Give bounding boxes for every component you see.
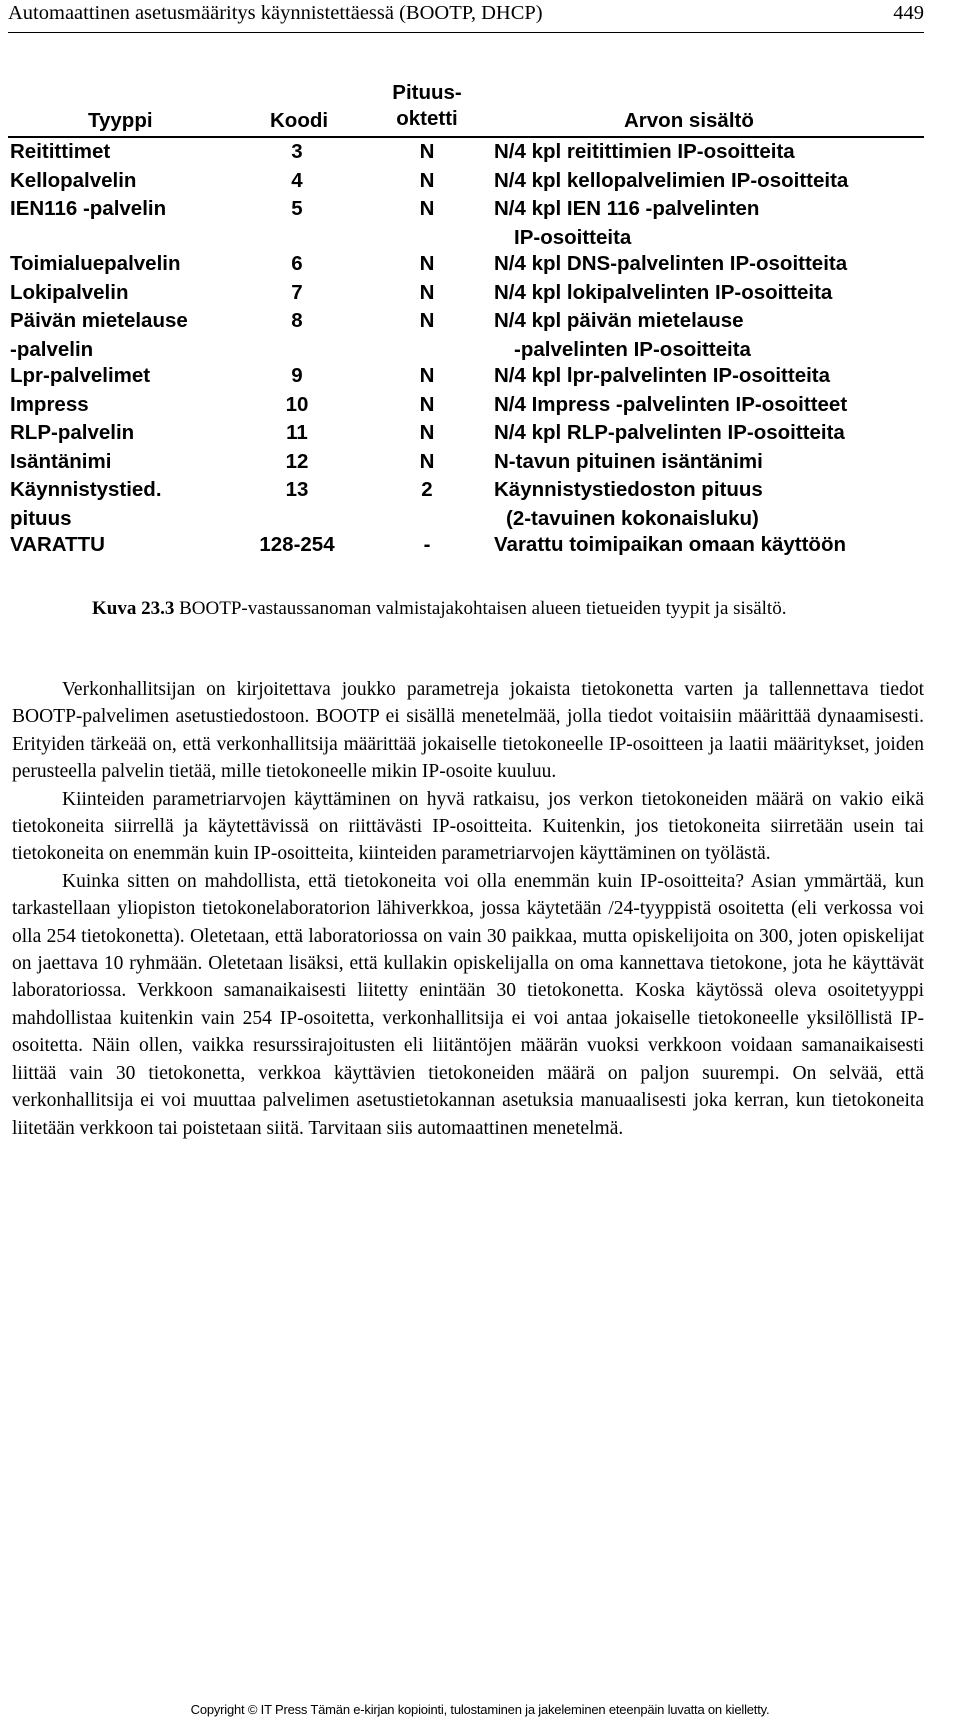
- cell-length-line: -: [423, 533, 431, 556]
- cell-code-line: 128-254: [259, 533, 335, 556]
- cell-length: [382, 250, 472, 279]
- cell-length: [382, 419, 472, 448]
- cell-length-line: N: [419, 309, 435, 332]
- cell-type: [10, 279, 250, 308]
- cell-length-line: N: [419, 280, 435, 304]
- cell-length-line: N: [419, 197, 435, 220]
- cell-type: [10, 476, 250, 533]
- option-table: [8, 76, 924, 560]
- cell-content: [494, 419, 924, 448]
- cell-code: [246, 279, 348, 308]
- table-row: [8, 307, 924, 362]
- cell-type-line: Päivän mietelause: [10, 309, 188, 332]
- cell-content-line: Käynnistystiedoston pituus: [494, 478, 763, 501]
- cell-length-line: N: [419, 364, 435, 387]
- cell-type-line: RLP-palvelin: [10, 421, 135, 444]
- cell-length-line: N: [419, 392, 435, 416]
- column-header-length-line1: Pituus-: [392, 81, 462, 104]
- cell-length: [382, 362, 472, 391]
- header-rule: [8, 32, 924, 33]
- column-header-content: Arvon sisältö: [624, 109, 754, 132]
- cell-code: [246, 307, 348, 336]
- cell-length-line: N: [419, 252, 435, 275]
- cell-length: [382, 391, 472, 420]
- cell-type-line: -palvelin: [10, 337, 94, 361]
- cell-type: [10, 391, 250, 420]
- cell-code: [246, 531, 348, 560]
- cell-length: [382, 448, 472, 477]
- table-row: [8, 167, 924, 196]
- cell-length-line: N: [419, 168, 435, 192]
- column-header-length: [382, 80, 472, 132]
- cell-content-line: N/4 kpl IEN 116 -palvelinten: [494, 197, 760, 220]
- cell-type: [10, 531, 250, 560]
- cell-content: [494, 250, 924, 279]
- cell-code-line: 13: [285, 478, 309, 501]
- cell-content: [494, 195, 924, 252]
- cell-length: [382, 476, 472, 505]
- cell-code-line: 11: [286, 421, 308, 444]
- cell-code: [246, 476, 348, 505]
- cell-content: [494, 448, 924, 477]
- cell-code: [246, 362, 348, 391]
- figure-caption: [92, 596, 852, 622]
- column-header-code: Koodi: [270, 109, 329, 132]
- table-row: [8, 391, 924, 420]
- paragraph: Kiinteiden parametriarvojen käyttäminen on hyvä ratkaisu, jos verkon tietokoneiden määrä on vakio eikä tietokoneita siirrellä ja käytettävissä on riittävästi IP-osoitteita. Kuitenkin, jos tietokoneita siirretään usein tai tietokoneita on enemmän kuin IP-osoitteita, kiinteiden parametriarvojen käyttäminen on työlästä.: [12, 788, 924, 865]
- cell-length: [382, 531, 472, 560]
- cell-content: [494, 138, 924, 167]
- page-number: 449: [893, 2, 924, 24]
- cell-content: [494, 167, 924, 196]
- cell-type-line: Reitittimet: [10, 140, 111, 163]
- cell-content: [494, 391, 924, 420]
- cell-type-line: IEN116 -palvelin: [10, 197, 167, 220]
- copyright-footer: Copyright © IT Press Tämän e-kirjan kopiointi, tulostaminen ja jakeleminen eteenpäin luvatta on kielletty.: [190, 1702, 770, 1717]
- cell-content: [494, 476, 924, 533]
- cell-length: [382, 307, 472, 336]
- cell-code-line: 3: [291, 140, 303, 163]
- cell-code: [246, 448, 348, 477]
- paragraph: Verkonhallitsijan on kirjoitettava joukko parametreja jokaista tietokonetta varten ja tallennettava tiedot BOOTP-palvelimen asetustiedostoon. BOOTP ei sisällä menetelmää, jolla tiedot voitaisiin määrittää dynaamisesti. Erityiden tärkeää on, että verkonhallitsija määrittää jokaiselle tietokoneelle IP-osoitteen ja laatii määritykset, joiden perusteella palvelin tietää, mille tietokoneelle mikin IP-osoite kuuluu.: [12, 679, 924, 783]
- cell-length: [382, 167, 472, 196]
- cell-type-line: Kellopalvelin: [10, 168, 137, 192]
- cell-content-line: (2-tavuinen kokonaisluku): [506, 506, 759, 530]
- cell-type: [10, 195, 250, 224]
- table-header: [8, 76, 924, 138]
- cell-content-line: -palvelinten IP-osoitteita: [514, 337, 751, 361]
- cell-content-line: N/4 kpl päivän mietelause: [494, 309, 744, 332]
- paragraph: Kuinka sitten on mahdollista, että tietokoneita voi olla enemmän kuin IP-osoitteita? Asian ymmärtää, kun tarkastellaan yliopiston tietokonelaboratorion lähiverkkoa, jossa käytetään /24-tyyppistä osoitetta (eli verkossa voi olla 254 tietokonetta). Oletetaan, että laboratoriossa on vain 30 paikkaa, mutta opiskelijoita on 300, joten opiskelijat on jaettava 10 ryhmään. Oletetaan lisäksi, että kullakin opiskelijalla on oma kannettava tietokone, jota he käyttävät laboratoriossa. Verkkoon samanaikaisesti liitetty enintään 30 tietokonetta. Koska käytössä oleva osoitetyyppi mahdollistaa kuitenkin vain 254 IP-osoitetta, verkonhallitsija ei voi antaa jokaiselle tietokoneelle yksilöllistä IP-osoitetta. Näin ollen, vaikka resurssirajoitusten eli liitäntöjen määrän vuoksi verkkoon voidaan samanaikaisesti liittää vain 30 tietokonetta, verkkoa käyttävien tietokoneiden määrä on paljon suurempi. On selvää, että verkonhallitsija ei voi muuttaa palvelimen asetustietokannan asetuksia manuaalisesti joka kerran, kun tietokoneita liitetään verkkoon tai poistetaan siitä. Tarvitaan siis automaattinen menetelmä.: [12, 870, 924, 1139]
- cell-code: [246, 138, 348, 167]
- cell-content: [494, 362, 924, 391]
- cell-code: [246, 250, 348, 279]
- running-title: Automaattinen asetusmääritys käynnistettäessä (BOOTP, DHCP): [8, 2, 543, 24]
- cell-content: [494, 531, 924, 560]
- cell-length-line: 2: [421, 478, 433, 501]
- caption-text: BOOTP-vastaussanoman valmistajakohtaisen alueen tietueiden tyypit ja sisältö.: [174, 598, 787, 619]
- table-row: [8, 476, 924, 531]
- cell-content-line: N/4 kpl lokipalvelinten IP-osoitteita: [494, 280, 833, 304]
- cell-content-line: IP-osoitteita: [514, 225, 632, 249]
- cell-length: [382, 195, 472, 224]
- cell-type-line: Toimialuepalvelin: [10, 252, 181, 275]
- column-header-type: Tyyppi: [88, 109, 153, 132]
- cell-content-line: N/4 kpl RLP-palvelinten IP-osoitteita: [494, 421, 845, 444]
- cell-code-line: 7: [291, 280, 303, 304]
- cell-type: [10, 167, 250, 196]
- cell-content-line: Varattu toimipaikan omaan käyttöön: [494, 533, 846, 556]
- cell-content-line: N/4 kpl kellopalvelimien IP-osoitteita: [494, 168, 849, 192]
- cell-code-line: 10: [285, 392, 309, 416]
- cell-type: [10, 250, 250, 279]
- caption-label: Kuva 23.3: [92, 598, 175, 619]
- cell-code: [246, 195, 348, 224]
- cell-length-line: N: [419, 421, 435, 444]
- cell-code-line: 5: [291, 197, 303, 220]
- cell-type-line: Lokipalvelin: [10, 280, 129, 304]
- cell-code: [246, 391, 348, 420]
- cell-code: [246, 167, 348, 196]
- cell-type: [10, 419, 250, 448]
- cell-code-line: 8: [291, 309, 303, 332]
- cell-content-line: N/4 kpl lpr-palvelinten IP-osoitteita: [494, 364, 831, 387]
- cell-type: [10, 448, 250, 477]
- cell-type-line: VARATTU: [10, 533, 105, 556]
- cell-length-line: N: [419, 140, 435, 163]
- cell-type: [10, 138, 250, 167]
- table-body: [8, 138, 924, 560]
- column-header-length-line2: oktetti: [396, 107, 458, 130]
- cell-content: [494, 307, 924, 364]
- cell-length-line: N: [419, 449, 435, 473]
- cell-type-line: pituus: [10, 506, 72, 530]
- cell-content-line: N/4 Impress -palvelinten IP-osoitteet: [494, 392, 848, 416]
- table-row: [8, 138, 924, 167]
- cell-content-line: N/4 kpl DNS-palvelinten IP-osoitteita: [494, 252, 848, 275]
- cell-content: [494, 279, 924, 308]
- cell-type-line: Käynnistystied.: [10, 478, 162, 501]
- table-row: [8, 531, 924, 560]
- table-row: [8, 362, 924, 391]
- cell-code-line: 4: [291, 168, 303, 192]
- cell-type: [10, 307, 250, 364]
- cell-content-line: N-tavun pituinen isäntänimi: [494, 449, 763, 473]
- cell-length: [382, 279, 472, 308]
- cell-code: [246, 419, 348, 448]
- cell-code-line: 12: [285, 449, 309, 473]
- cell-type: [10, 362, 250, 391]
- table-row: [8, 195, 924, 250]
- table-row: [8, 279, 924, 308]
- body-text: [12, 676, 924, 1142]
- cell-type-line: Impress: [10, 392, 89, 416]
- cell-length: [382, 138, 472, 167]
- cell-code-line: 9: [291, 364, 303, 387]
- table-row: [8, 250, 924, 279]
- cell-content-line: N/4 kpl reitittimien IP-osoitteita: [494, 140, 795, 163]
- table-row: [8, 448, 924, 477]
- page-header: [8, 0, 924, 32]
- cell-type-line: Lpr-palvelimet: [10, 364, 151, 387]
- cell-type-line: Isäntänimi: [10, 449, 112, 473]
- table-row: [8, 419, 924, 448]
- cell-code-line: 6: [291, 252, 303, 275]
